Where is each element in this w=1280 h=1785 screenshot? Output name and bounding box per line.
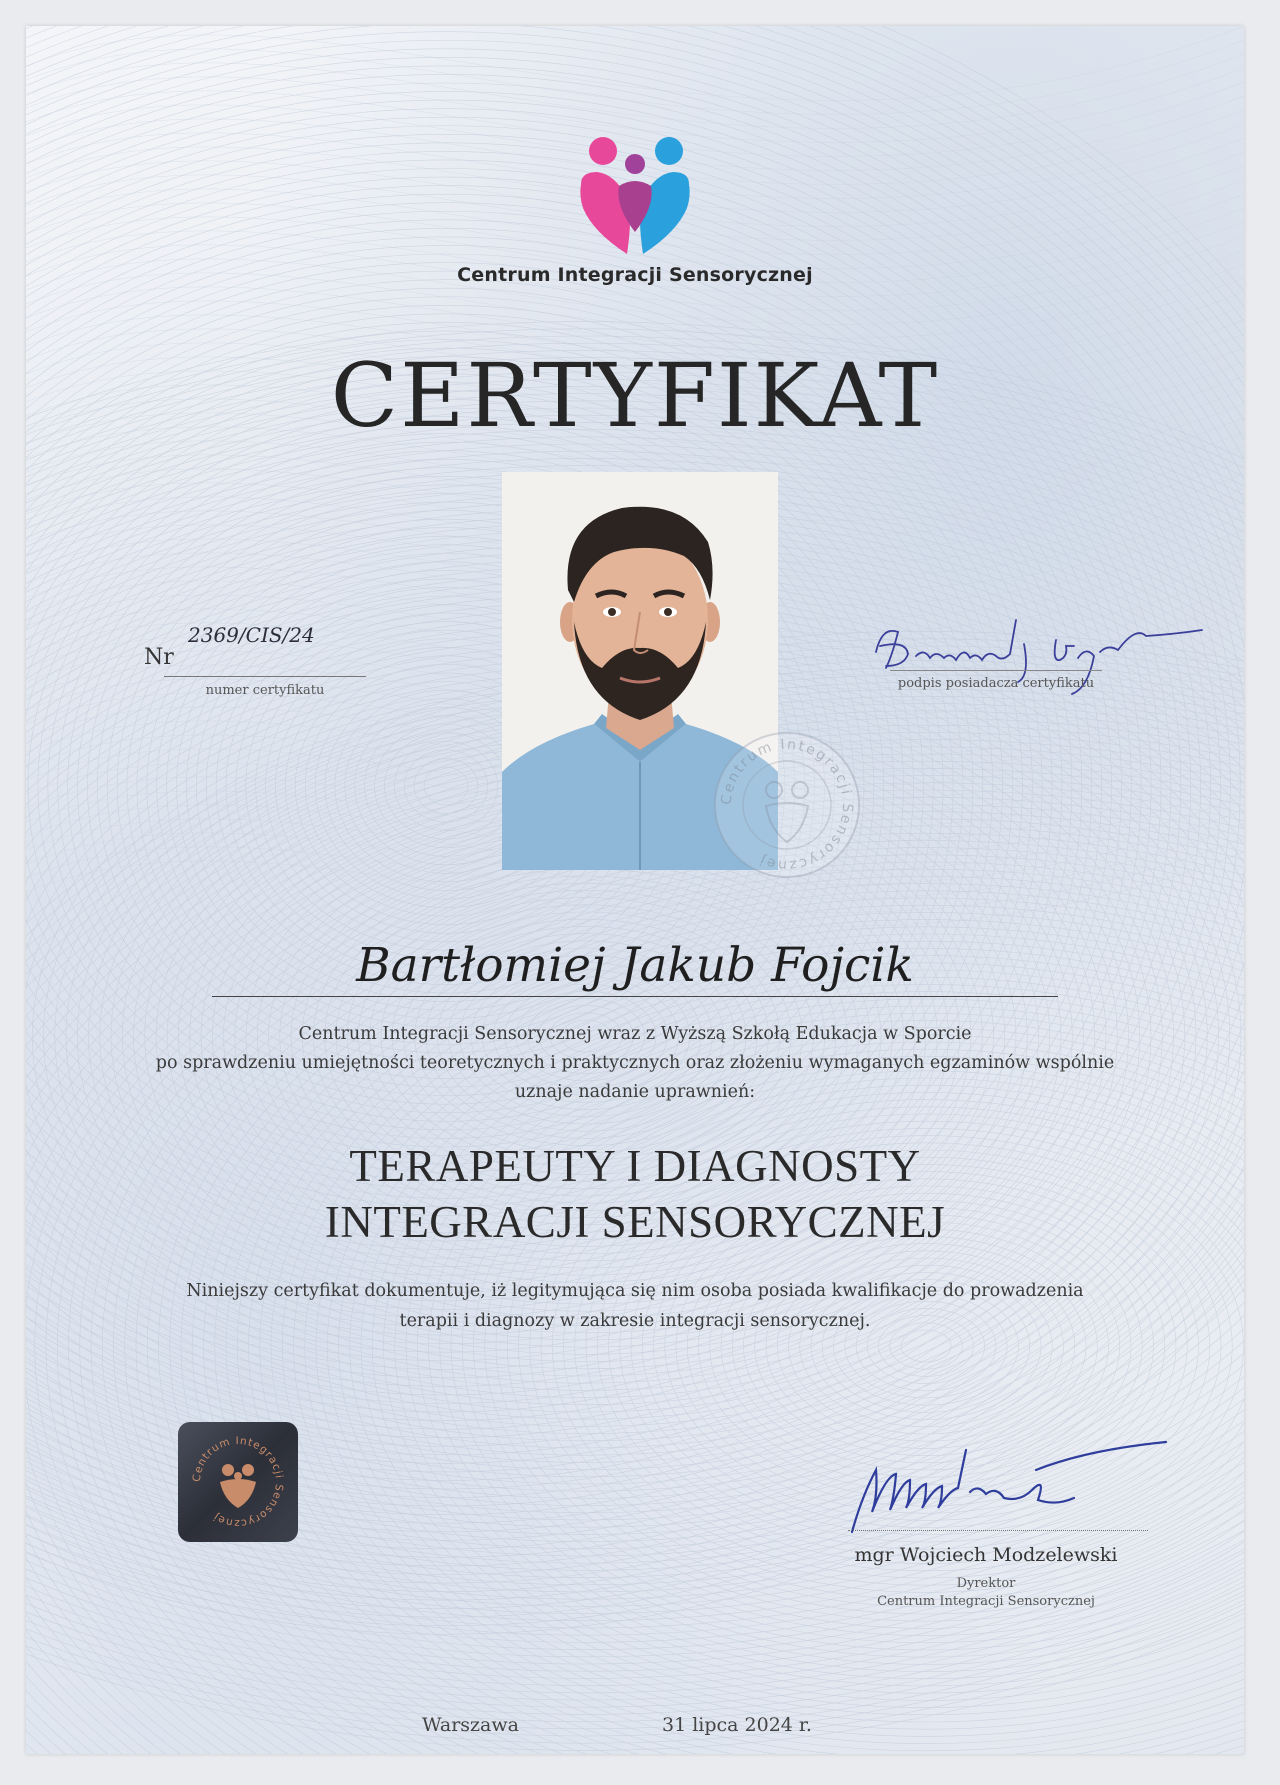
director-role: Dyrektor [956, 1576, 1016, 1591]
number-caption: numer certyfikatu [205, 683, 325, 698]
director-name: mgr Wojciech Modzelewski [854, 1544, 1118, 1566]
holder-name-underline [212, 996, 1058, 997]
qualification-title [26, 1138, 1244, 1250]
hologram-seal [176, 1420, 300, 1544]
holder-signature-line [890, 670, 1102, 671]
director-signature-line [848, 1530, 1148, 1531]
number-label: Nr [144, 645, 174, 670]
certificate-number: 2369/CIS/24 [188, 623, 315, 647]
statement-paragraph [146, 1276, 1124, 1336]
organization-logo [26, 136, 1244, 286]
intro-line: po sprawdzeniu umiejętności teoretycznych i praktycznych oraz złożeniu wymaganych egzaminów wspólnie [155, 1053, 1115, 1073]
director-signature [806, 1436, 1206, 1536]
organization-name: Centrum Integracji Sensorycznej [457, 264, 813, 286]
holder-name: Bartłomiej Jakub Fojcik [356, 938, 914, 993]
hologram-seal-text: Centrum Integracji Sensorycznej [190, 1434, 286, 1530]
certificate-title: CERTYFIKAT [330, 344, 940, 447]
intro-paragraph [116, 1020, 1154, 1107]
emboss-seal-text: Centrum Integracji Sensorycznej [718, 736, 856, 874]
qualification-line: TERAPEUTY I DIAGNOSTY [349, 1141, 921, 1191]
issue-place: Warszawa [422, 1714, 519, 1736]
director-signature-block [806, 1436, 1206, 1626]
embossed-seal [712, 730, 862, 880]
intro-line: Centrum Integracji Sensorycznej wraz z Wyższą Szkołą Edukacja w Sporcie [298, 1024, 972, 1044]
statement-line: terapii i diagnozy w zakresie integracji sensorycznej. [399, 1311, 871, 1331]
number-underline [164, 676, 366, 677]
statement-line: Niniejszy certyfikat dokumentuje, iż legitymująca się nim osoba posiada kwalifikacje do prowadzenia [186, 1281, 1084, 1301]
holder-signature-block [846, 606, 1236, 716]
holder-signature-caption: podpis posiadacza certyfikatu [897, 676, 1095, 691]
issue-date: 31 lipca 2024 r. [662, 1714, 812, 1736]
certificate-paper [26, 26, 1244, 1754]
people-heart-icon [575, 136, 695, 258]
intro-line: uznaje nadanie uprawnień: [514, 1082, 756, 1102]
director-organization: Centrum Integracji Sensorycznej [877, 1594, 1095, 1609]
qualification-line: INTEGRACJI SENSORYCZNEJ [324, 1197, 946, 1247]
